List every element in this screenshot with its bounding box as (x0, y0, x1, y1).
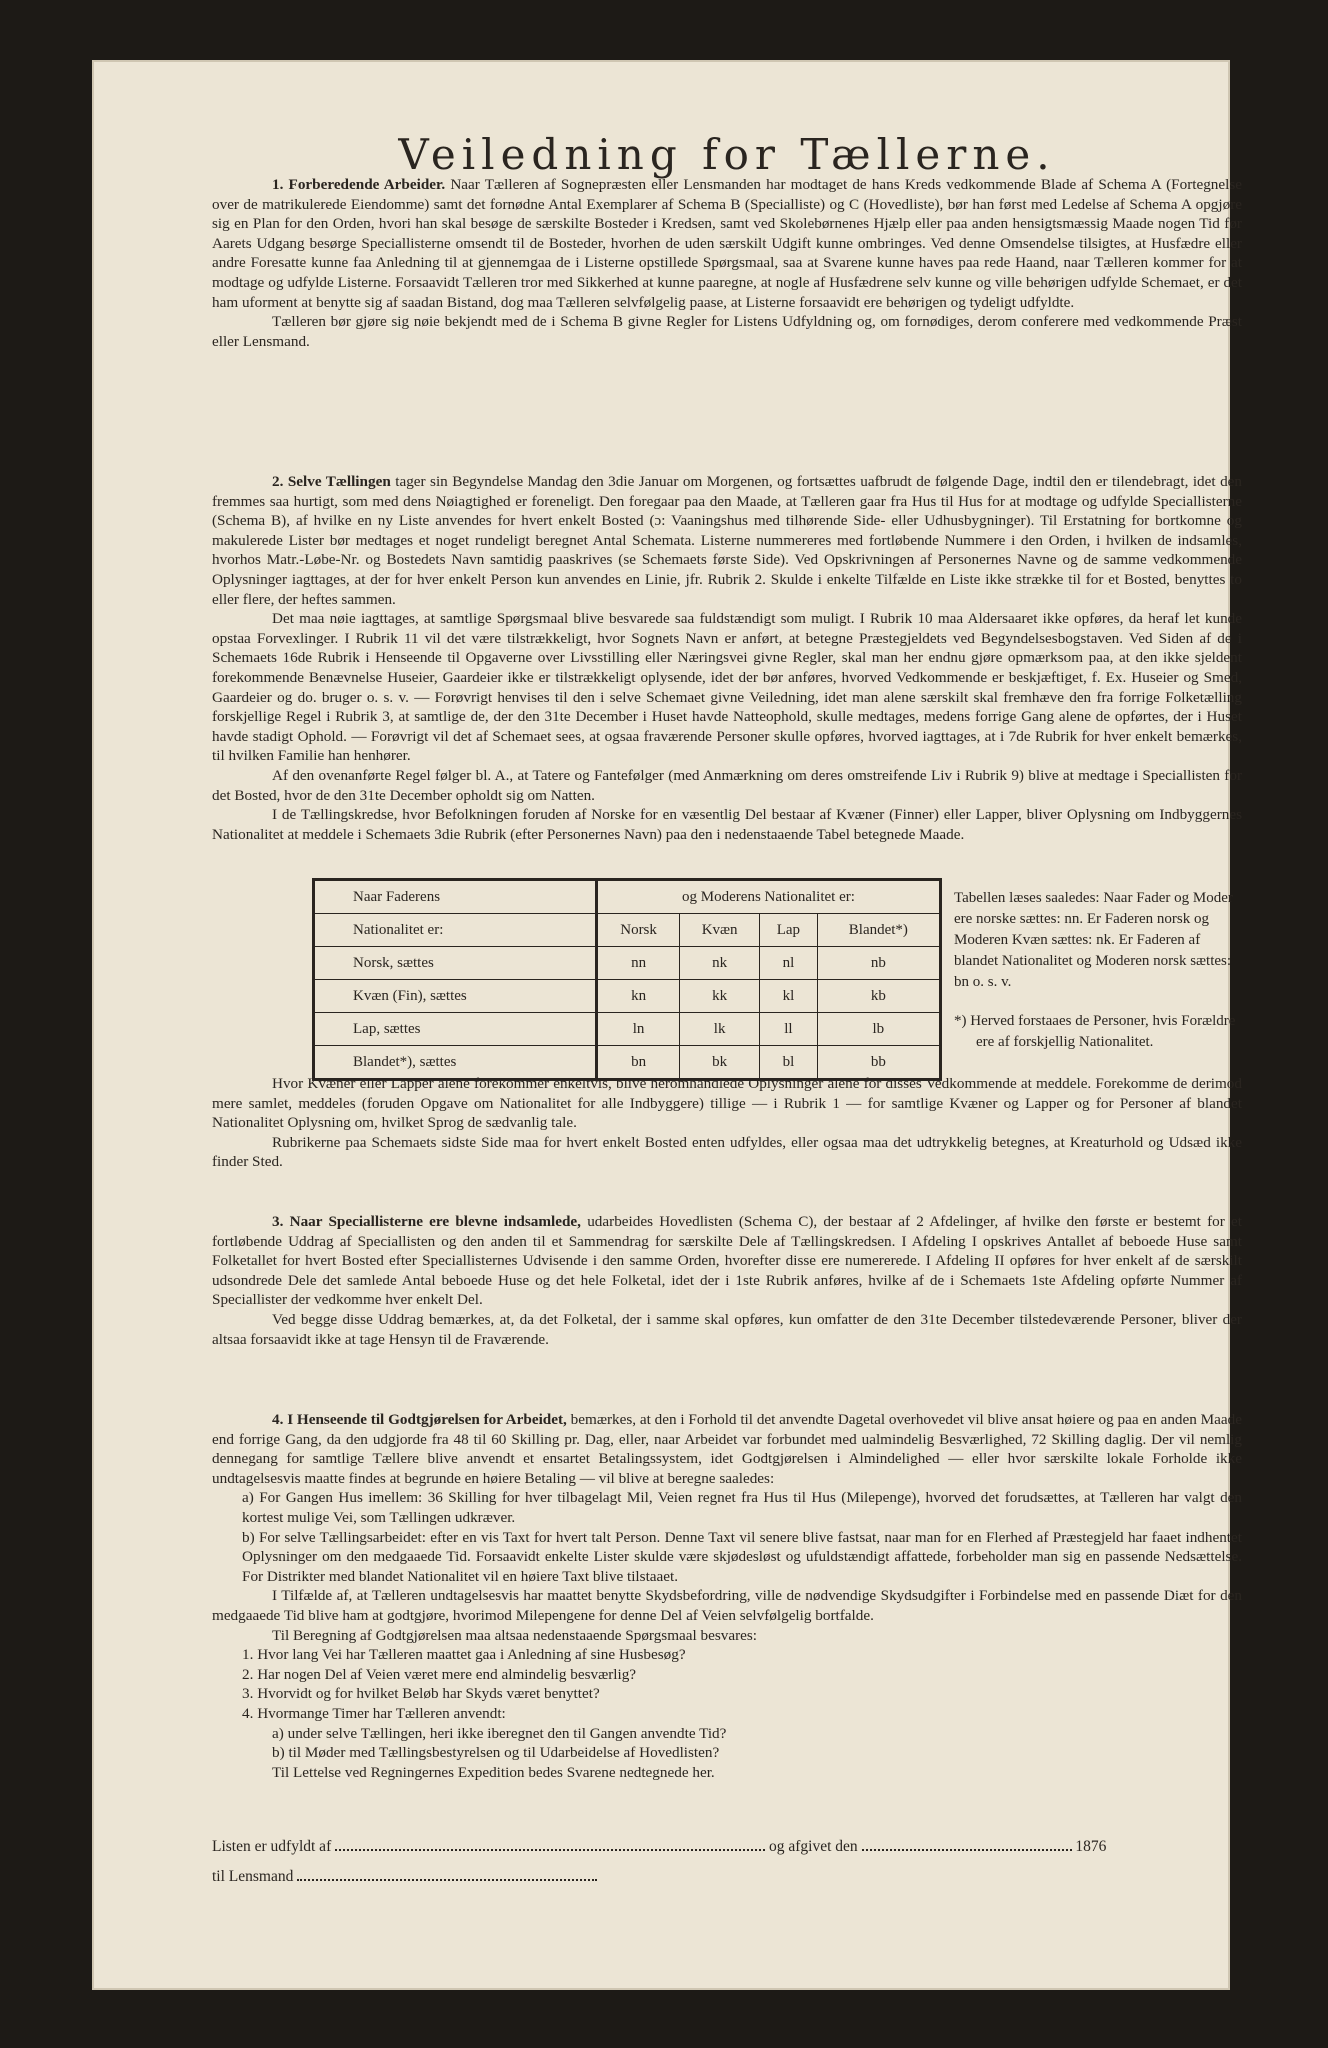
table-row (314, 947, 941, 980)
table-cell: ll (760, 1013, 818, 1046)
section-4-item-b: b) For selve Tællingsarbeidet: efter en vis Taxt for hvert talt Person. Denne Taxt vil senere blive fastsat, naar man for en Flerhed af Præstegjeld har faaet indhentet Oplysninger om den medgaaede Tid. Forsaavidt enkelte Lister skulde være skjødesløst og ufuldstændigt affattede, forbeholder man sig en passende Nedsættelse. For Distrikter med blandet Nationalitet vil en høiere Taxt blive tilstaaet. (242, 1528, 1242, 1585)
document-page (92, 60, 1243, 1990)
table-cell: bb (817, 1046, 940, 1080)
table-cell: bn (596, 1046, 679, 1080)
section-1-heading: 1. Forberedende Arbeider. (272, 176, 446, 193)
section-2-p4: I de Tællingskredse, hvor Befolkningen foruden af Norske for en væsentlig Del bestaar af Kvæner (Finner) eller Lapper, bliver Oplysning om Indbyggernes Nationalitet at meddele i Schemaets 3die Rubrik (efter Personernes Navn) paa den i nedenstaaende Tabel betegnede Maade. (212, 806, 1242, 843)
table-cell: kk (680, 980, 760, 1013)
table-row (314, 980, 941, 1013)
nationality-table (312, 878, 942, 1081)
date-field[interactable] (862, 1839, 1072, 1851)
table-cell: kl (760, 980, 818, 1013)
year-label: 1876 (1075, 1838, 1107, 1855)
lensmand-field[interactable] (297, 1869, 597, 1881)
section-4-item-a: a) For Gangen Hus imellem: 36 Skilling for hver tilbagelagt Mil, Veien regnet fra Hus til Hus (Milepenge), hvorved det forudsættes, at Tælleren har valgt den kortest mulige Vei, som Tællingen udkræver. (242, 1489, 1242, 1526)
section-2 (212, 472, 1242, 844)
section-3-heading: 3. Naar Speciallisterne ere blevne indsamlede, (272, 1213, 581, 1230)
question-item: 3. Hvorvidt og for hvilket Beløb har Skyds været benyttet? (242, 1685, 600, 1703)
table-header-mother: og Moderens Nationalitet er: (596, 880, 940, 914)
row-label: Kvæn (Fin), sættes (314, 980, 597, 1013)
table-explanation (954, 888, 1239, 1053)
row-label: Norsk, sættes (314, 947, 597, 980)
row-label: Lap, sættes (314, 1013, 597, 1046)
table-cell: nl (760, 947, 818, 980)
table-cell: bl (760, 1046, 818, 1080)
page-title: Veiledning for Tællerne. (398, 130, 1056, 179)
section-4-p1: 4. I Henseende til Godtgjørelsen for Arbeidet, bemærkes, at den i Forhold til det anvendte Dagetal overhovedet vil blive ansat høiere og paa en anden Maade end forrige Gang, da den udgjorde fra 48 til 60 Skilling pr. Dag, eller, naar Arbeidet var forbundet med ualmindelig Besværlighed, 72 Skilling daglig. Der vil nemlig dennegang for samtlige Tællere blive anvendt et ensartet Betalingssystem, idet Godtgjørelsen i Almindelighed — eller hvor særskilte lokale Forholde ikke undtagelsesvis maatte findes at begrunde en høiere Betaling — vil blive at beregne saaledes: (212, 1411, 1242, 1487)
footer-line-2 (212, 1868, 597, 1886)
table-row (314, 1013, 941, 1046)
lensmand-label: til Lensmand (212, 1868, 294, 1885)
table-cell: lk (680, 1013, 760, 1046)
after-table-text (212, 1074, 1242, 1172)
section-4-p4: Til Lettelse ved Regningernes Expedition bedes Svarene nedtegnede her. (272, 1763, 715, 1781)
table-cell: lb (817, 1013, 940, 1046)
section-3-p2: Ved begge disse Uddrag bemærkes, at, da det Folketal, der i samme skal opføres, kun omfatter de den 31te December tilstedeværende Personer, bliver der altsaa forsaavidt ikke at tage Hensyn til de Fraværende. (212, 1310, 1242, 1348)
section-2-p1: 2. Selve Tællingen tager sin Begyndelse Mandag den 3die Januar om Morgenen, og fortsættes uafbrudt de følgende Dage, indtil den er tilendebragt, idet den fremmes saa hurtigt, som med dens Nøiagtighed er foreneligt. Den foregaar paa den Maade, at Tælleren gaar fra Hus til Hus for at modtage og udfylde Speciallisterne (Schema B), af hvilke en ny Liste anvendes for hvert enkelt Bosted (ɔ: Vaaningshus med tilhørende Side- eller Udhusbygninger). Til Erstatning for bortkomne og makulerede Lister bør medtages et noget rundeligt beregnet Antal Schemata. Listerne nummereres med fortløbende Nummere i den Orden, i hvilken de indsamles, hvorhos Matr.-Løbe-Nr. og Bostedets Navn samtidig paaskrives (se Schemaets første Side). Ved Opskrivningen af Personernes Navne og de samme vedkommende Oplysninger iagttages, at der for hver enkelt Person kun anvendes en Linie, jfr. Rubrik 2. Skulde i enkelte Tilfælde en Liste ikke strække til for et Bosted, benyttes to eller flere, der heftes sammen. (212, 473, 1243, 608)
row-label: Blandet*), sættes (314, 1046, 597, 1080)
table-cell: ln (596, 1013, 679, 1046)
footnote-text: *) Herved forstaaes de Personer, hvis Forældre ere af forskjellig Nationalitet. (954, 1013, 1236, 1050)
table-col-header: Blandet*) (817, 914, 940, 947)
section-1-p1: 1. Forberedende Arbeider. Naar Tælleren af Sognepræsten eller Lensmanden har modtaget de hans Kreds vedkommende Blade af Schema A (Fortegnelse over de matrikulerede Eiendomme) samt det fornødne Antal Exemplarer af Schema B (Specialliste) og C (Hovedliste), bør han først med Ledelse af Schema A opgjøre sig en Plan for den Orden, hvori han skal besøge de særskilte Bosteder i Kredsen, samt ved Skolebørnenes Hjælp eller paa anden hensigtsmæssig Maade nogen Tid før Aarets Udgang besørge Speciallisterne omsendt til de Bosteder, hvorhen de uden særskilt Udgift kunne ombringes. Ved denne Omsendelse tilsigtes, at Husfædre eller andre Foresatte kunne faa Anledning til at gjennemgaa de i Listerne opstillede Spørgsmaal, saa at Svarene kunne haves paa rede Haand, naar Tælleren kommer for at modtage og udfylde Listerne. Forsaavidt Tælleren tror med Sikkerhed at kunne paaregne, at nogle af Husfædrene selv kunne og ville behørigen udfylde Schemaet, er det ham uforment at benytte sig af saadan Bistand, dog maa Tælleren selvfølgelig paase, at Listerne forsaavidt ere behørigen og tydeligt udfyldte. (212, 176, 1243, 311)
table-header-father: Naar Faderens (314, 880, 597, 914)
table-header-nationality: Nationalitet er: (314, 914, 597, 947)
table-cell: nb (817, 947, 940, 980)
question-item: 4. Hvormange Timer har Tælleren anvendt: (242, 1704, 506, 1722)
after-table-p2: Rubrikerne paa Schemaets sidste Side maa for hvert enkelt Bosted enten udfyldes, eller ogsaa maa det udtrykkelig betegnes, at Kreaturhold og Udsæd ikke finder Sted. (212, 1133, 1242, 1171)
question-item: a) under selve Tællingen, heri ikke iberegnet den til Gangen anvendte Tid? (272, 1724, 727, 1742)
table-col-header: Kvæn (680, 914, 760, 947)
section-4-p3: Til Beregning af Godtgjørelsen maa altsaa nedenstaaende Spørgsmaal besvares: (272, 1626, 758, 1644)
table-col-header: Lap (760, 914, 818, 947)
table-cell: kn (596, 980, 679, 1013)
section-4 (212, 1410, 1242, 1782)
footer-line-1 (212, 1838, 1106, 1856)
section-2-p3: Af den ovenanførte Regel følger bl. A., at Tatere og Fantefølger (med Anmærkning om deres omstreifende Liv i Rubrik 9) blive at medtage i Speciallisten for det Bosted, hvor de den 31te December opholdt sig om Natten. (212, 766, 1242, 804)
after-table-p1: Hvor Kvæner eller Lapper alene forekommer enkeltvis, blive heromhandlede Oplysninger alene for disses Vedkommende at meddele. Forekomme de derimod mere samlet, meddeles (foruden Opgave om Nationalitet for alle Indbyggere) tillige — i Rubrik 1 — for samtlige Kvæner og Lapper og for Personer af blandet Nationalitet Oplysning om, hvilket Sprog de sædvanlig tale. (212, 1075, 1242, 1132)
section-1-p2: Tælleren bør gjøre sig nøie bekjendt med de i Schema B givne Regler for Listens Udfyldning og, om fornødiges, derom conferere med vedkommende Præst eller Lensmand. (212, 313, 1242, 350)
question-item: b) til Møder med Tællingsbestyrelsen og til Udarbeidelse af Hovedlisten? (272, 1744, 720, 1762)
section-1 (212, 175, 1242, 351)
table-cell: kb (817, 980, 940, 1013)
section-3-p1: 3. Naar Speciallisterne ere blevne indsamlede, udarbeides Hovedlisten (Schema C), der bestaar af 2 Afdelinger, af hvilke den første er bestemt for et fortløbende Uddrag af Speciallisten og den anden til et Sammendrag for særskilte Dele af Tællingskredsen. I Afdeling I opskrives Antallet af beboede Huse samt Folketallet for hvert Bosted efter Speciallisternes Udvisende i den samme Orden, hvorefter disse ere numererede. I Afdeling II opføres for hver enkelt af de særskilt udsondrede Dele det samlede Antal beboede Huse og det hele Folketal, idet der i 1ste Rubrik anføres, hvilke af de i Schemaets 1ste Afdeling opførte Nummer af Speciallister der vedkomme hver enkelt Del. (212, 1213, 1242, 1309)
table-cell: nn (596, 947, 679, 980)
section-2-p2: Det maa nøie iagttages, at samtlige Spørgsmaal blive besvarede saa fuldstændigt som muligt. I Rubrik 10 maa Aldersaaret ikke opføres, da heraf let kunde opstaa Forvexlinger. I Rubrik 11 vil det være tilstrækkeligt, hvor Sognets Navn er anført, at betegne Præstegjeldets ved Begyndelsesbogstaven. Ved Siden af de i Schemaets 16de Rubrik i Henseende til Opgaverne over Livsstilling eller Næringsvei givne Regler, skal man her endnu gjøre opmærksom paa, at den ikke sjeldent forekommende Benævnelse Huseier, Gaardeier ikke er tilstrækkeligt oplysende, idet der bør anføres, hvorved Vedkommende er beskjæftiget, f. Ex. Huseier og Smed, Gaardeier og do. bruger o. s. v. — Forøvrigt henvises til den i selve Schemaet givne Veiledning, idet man alene særskilt skal fremhæve den fra forrige Folketælling forskjellige Regel i Rubrik 3, at samtlige de, der den 31te December i Huset havde Natteophold, skulle medtages, medens forrige Gang alene de opførtes, der i Huset havde stadigt Ophold. — Forøvrigt vil det af Schemaet sees, at ogsaa fraværende Personer skulle opføres, hvorved iagttages, at i 7de Rubrik for hver enkelt bemærkes, til hvilken Familie han henhører. (212, 610, 1242, 765)
table-col-header: Norsk (596, 914, 679, 947)
question-item: 1. Hvor lang Vei har Tælleren maattet gaa i Anledning af sine Husbesøg? (242, 1646, 686, 1664)
section-4-heading: 4. I Henseende til Godtgjørelsen for Arbeidet, (272, 1411, 567, 1428)
filled-by-field[interactable] (335, 1839, 765, 1851)
section-4-p2: I Tilfælde af, at Tælleren undtagelsesvis har maattet benytte Skydsbefordring, ville de nødvendige Skydsudgifter i Forbindelse med en passende Diæt for den medgaaede Tid blive ham at godtgjøre, hvorimod Milepengene for denne Del af Veien selvfølgelig bortfalde. (212, 1587, 1242, 1624)
section-3 (212, 1212, 1242, 1349)
question-item: 2. Har nogen Del af Veien været mere end almindelig besværlig? (242, 1665, 637, 1683)
explanation-text: Tabellen læses saaledes: Naar Fader og Moder ere norske sættes: nn. Er Faderen norsk og Moderen Kvæn sættes: nk. Er Faderen af blandet Nationalitet og Moderen norsk sættes: bn o. s. v. (954, 890, 1233, 990)
filled-by-label: Listen er udfyldt af (212, 1838, 332, 1855)
section-2-heading: 2. Selve Tællingen (272, 473, 391, 490)
table-cell: bk (680, 1046, 760, 1080)
table-cell: nk (680, 947, 760, 980)
delivered-label: og afgivet den (768, 1838, 858, 1855)
